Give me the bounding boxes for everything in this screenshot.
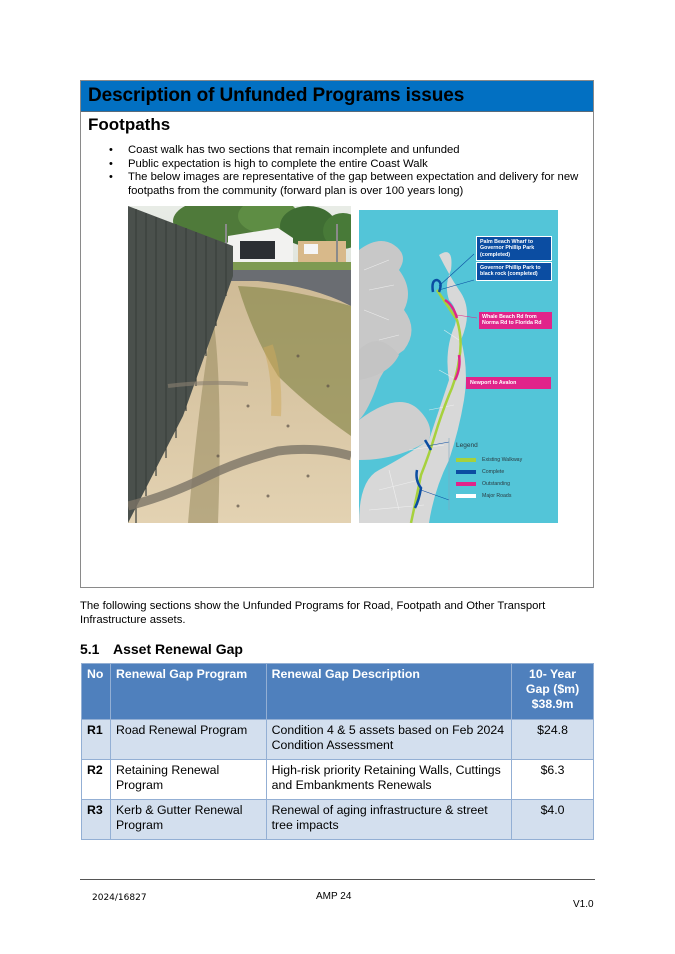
cell-program: Kerb & Gutter Renewal Program: [110, 800, 266, 840]
legend-item: Complete: [456, 466, 551, 478]
section-title: Asset Renewal Gap: [113, 641, 243, 657]
cell-program: Road Renewal Program: [110, 720, 266, 760]
table-row: [82, 720, 594, 760]
footer-title: AMP 24: [316, 891, 352, 902]
existing-walkway-swatch-icon: [456, 458, 476, 462]
table-header-row: [82, 664, 594, 720]
description-header: [81, 81, 593, 112]
header-program: Renewal Gap Program: [110, 664, 266, 720]
outstanding-swatch-icon: [456, 482, 476, 486]
bullet-item: • Coast walk has two sections that remain incomplete and unfunded: [109, 144, 460, 156]
map-label-newport-avalon: Newport to Avalon: [466, 377, 551, 389]
bullet-icon: •: [109, 144, 113, 156]
complete-swatch-icon: [456, 470, 476, 474]
cell-description: Condition 4 & 5 assets based on Feb 2024 Condition Assessment: [266, 720, 511, 760]
header-no: No: [82, 664, 111, 720]
legend-title: Legend: [456, 442, 478, 449]
description-subtitle: Footpaths: [88, 115, 171, 134]
header-description: Renewal Gap Description: [266, 664, 511, 720]
bullet-item: • The below images are representative of the gap between expectation and delivery for new footpaths from the community (forward plan is over 100 years long): [109, 171, 579, 197]
cell-description: Renewal of aging infrastructure & street tree impacts: [266, 800, 511, 840]
footer-version: V1.0: [573, 899, 594, 910]
footpath-photo: [128, 206, 351, 523]
cell-no: R2: [82, 760, 111, 800]
cell-no: R1: [82, 720, 111, 760]
map-label-governor-phillip: Governor Phillip Park to black rock (completed): [476, 262, 552, 281]
cell-gap: $6.3: [512, 760, 594, 800]
cell-no: R3: [82, 800, 111, 840]
map-legend: [456, 442, 551, 502]
table-row: [82, 760, 594, 800]
renewal-gap-table: [81, 663, 594, 840]
bullet-item: • Public expectation is high to complete the entire Coast Walk: [109, 157, 428, 170]
footpath-photo-image: [128, 206, 351, 523]
footer-divider: [80, 879, 595, 880]
footer-doc-number: 2024/16827: [92, 893, 147, 903]
legend-item: Major Roads: [456, 490, 551, 502]
description-title: Description of Unfunded Programs issues: [88, 85, 465, 106]
major-roads-swatch-icon: [456, 494, 476, 498]
bullet-icon: •: [109, 171, 113, 183]
cell-gap: $24.8: [512, 720, 594, 760]
cell-description: High-risk priority Retaining Walls, Cuttings and Embankments Renewals: [266, 760, 511, 800]
legend-item: Existing Walkway: [456, 454, 551, 466]
section-number: 5.1: [80, 641, 100, 657]
coast-walk-map: [359, 210, 558, 523]
cell-program: Retaining Renewal Program: [110, 760, 266, 800]
cell-gap: $4.0: [512, 800, 594, 840]
section-heading: [80, 641, 243, 658]
header-gap: 10- Year Gap ($m) $38.9m: [512, 664, 594, 720]
bullet-list: [81, 144, 593, 198]
map-label-palm-beach: Palm Beach Wharf to Governor Phillip Park (completed): [476, 236, 552, 261]
legend-item: Outstanding: [456, 478, 551, 490]
intro-paragraph: The following sections show the Unfunded Programs for Road, Footpath and Other Transport Infrastructure assets.: [80, 600, 546, 626]
bullet-icon: •: [109, 157, 113, 170]
table-row: [82, 800, 594, 840]
map-label-whale-beach: Whale Beach Rd from Norma Rd to Florida Rd: [479, 312, 552, 329]
